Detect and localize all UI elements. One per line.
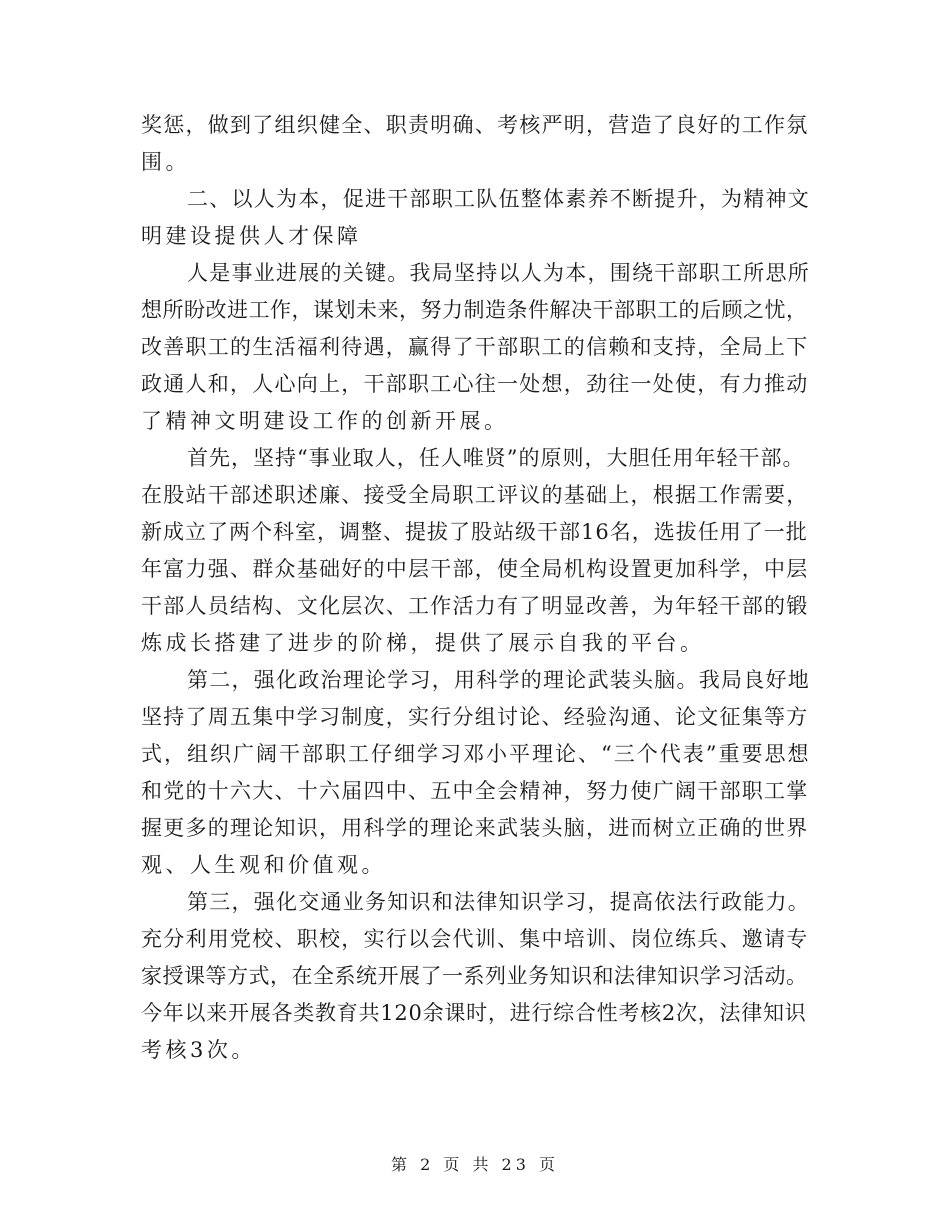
- text-line: 和党的十六大、十六届四中、五中全会精神，努力使广阔干部职工掌: [141, 779, 809, 803]
- text-line: 了精神文明建设工作的创新开展。: [141, 409, 509, 433]
- text-line: 充分利用党校、职校，实行以会代训、集中培训、岗位练兵、邀请专: [141, 927, 809, 951]
- text-line: 式，组织广阔干部职工仔细学习邓小平理论、“三个代表”重要思想: [141, 742, 811, 766]
- text-line: 坚持了周五集中学习制度，实行分组讨论、经验沟通、论文征集等方: [141, 705, 809, 729]
- text-line: 首先，坚持“事业取人，任人唯贤”的原则，大胆任用年轻干部。: [187, 446, 805, 470]
- text-line: 围。: [141, 150, 190, 174]
- text-line: 年富力强、群众基础好的中层干部，使全局机构设置更加科学，中层: [141, 557, 809, 581]
- body-text: [141, 107, 811, 1069]
- text-line: 炼成长搭建了进步的阶梯，提供了展示自我的平台。: [141, 631, 705, 655]
- text-line: 第二，强化政治理论学习，用科学的理论武装头脑。我局良好地: [187, 668, 810, 692]
- text-line: 新成立了两个科室，调整、提拔了股站级干部16名，选拔任用了一批: [141, 520, 808, 544]
- text-line: 考核3次。: [141, 1038, 256, 1062]
- text-line: 在股站干部述职述廉、接受全局职工评议的基础上，根据工作需要，: [141, 483, 809, 507]
- page-number-footer: 第 2 页 共 23 页: [391, 1155, 559, 1174]
- text-line: 改善职工的生活福利待遇，赢得了干部职工的信赖和支持，全局上下: [141, 335, 809, 359]
- text-line: 第三，强化交通业务知识和法律知识学习，提高依法行政能力。: [187, 890, 810, 914]
- text-line: 想所盼改进工作，谋划未来，努力制造条件解决干部职工的后顾之忧，: [141, 298, 808, 322]
- text-line: 今年以来开展各类教育共120余课时，进行综合性考核2次，法律知识: [141, 1001, 807, 1025]
- section-heading-line: 明建设提供人才保障: [141, 224, 362, 248]
- text-line: 观、人生观和价值观。: [141, 853, 386, 877]
- text-line: 政通人和，人心向上，干部职工心往一处想，劲往一处使，有力推动: [141, 372, 809, 396]
- text-line: 人是事业进展的关键。我局坚持以人为本，围绕干部职工所思所: [187, 261, 810, 285]
- text-line: 奖惩，做到了组织健全、职责明确、考核严明，营造了良好的工作氛: [141, 113, 809, 137]
- text-line: 干部人员结构、文化层次、工作活力有了明显改善，为年轻干部的锻: [141, 594, 809, 618]
- text-line: 握更多的理论知识，用科学的理论来武装头脑，进而树立正确的世界: [141, 816, 809, 840]
- section-heading-line: 二、以人为本，促进干部职工队伍整体素养不断提升，为精神文: [187, 187, 810, 211]
- text-line: 家授课等方式，在全系统开展了一系列业务知识和法律知识学习活动。: [141, 964, 808, 988]
